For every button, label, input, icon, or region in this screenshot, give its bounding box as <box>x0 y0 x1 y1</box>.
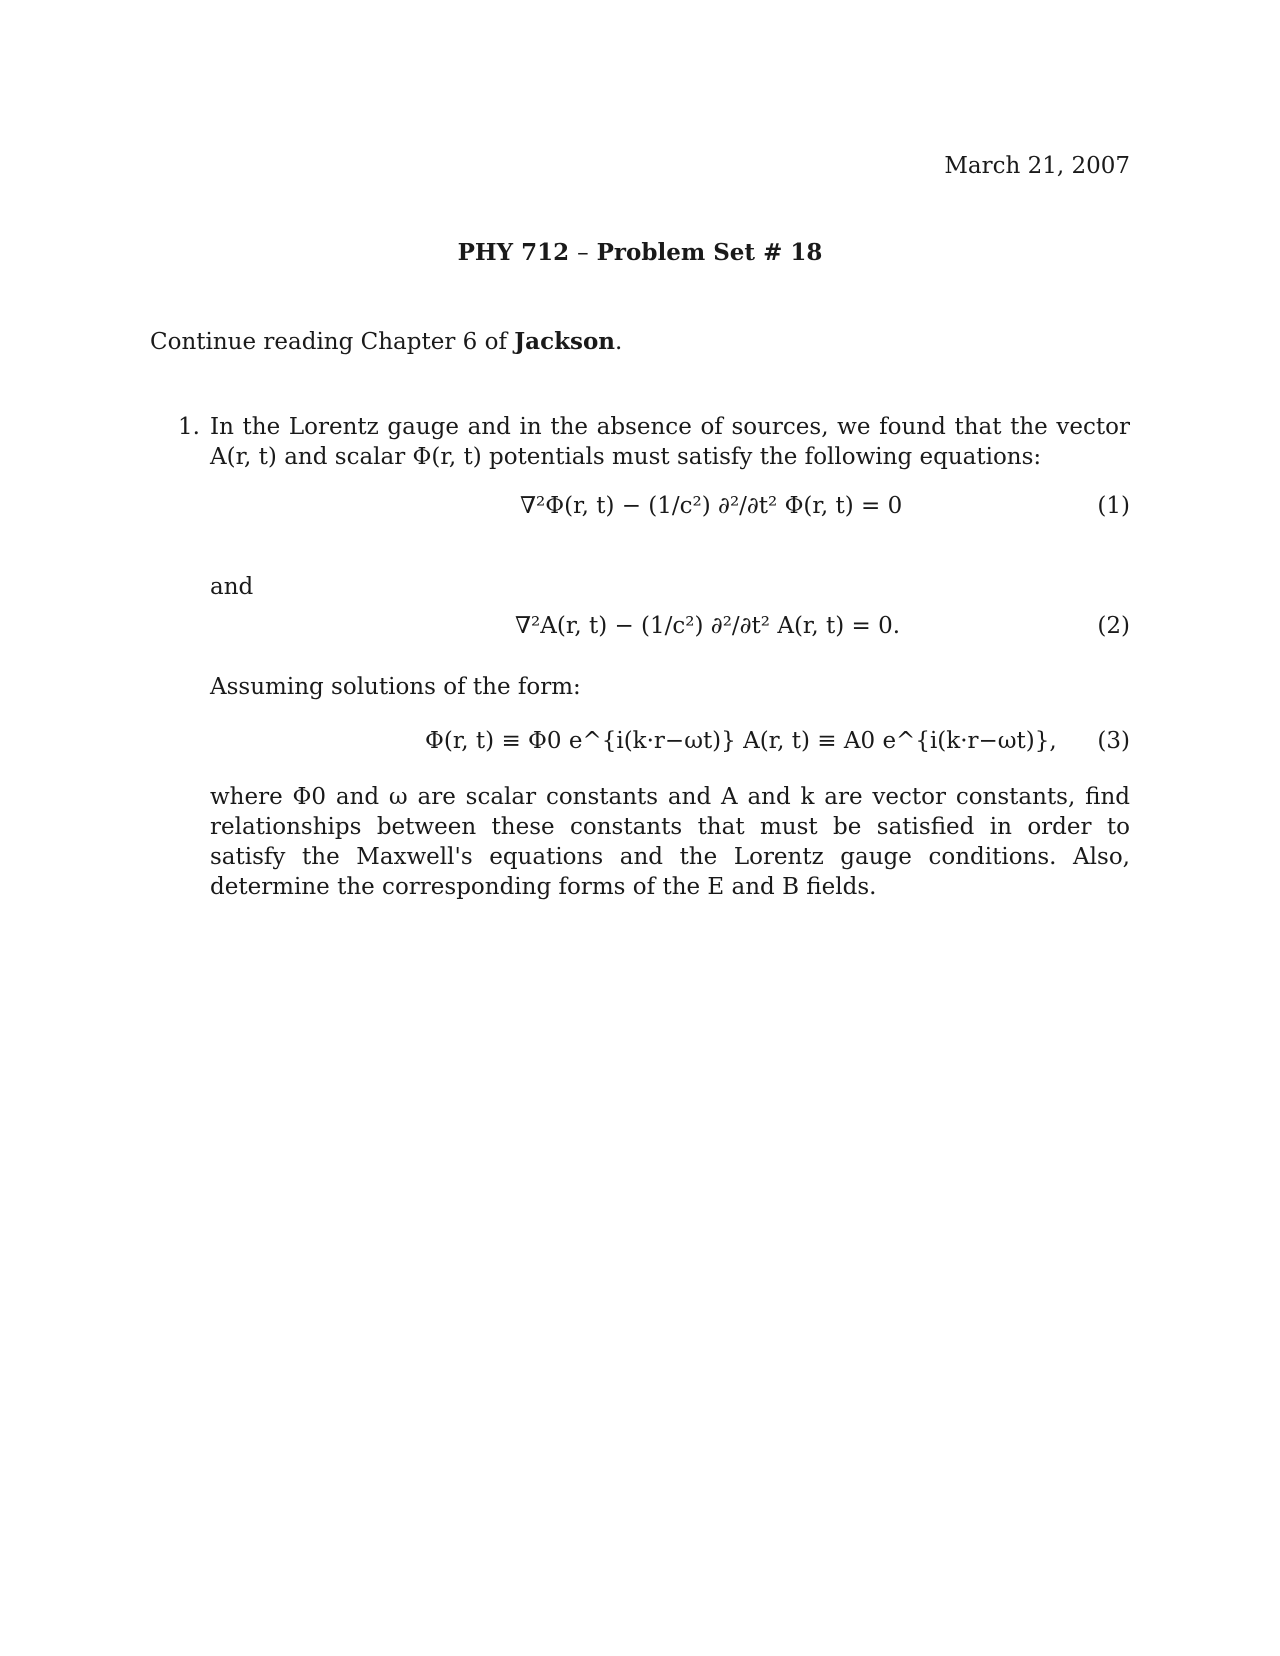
equation-3-body: Φ(r, t) ≡ Φ0 e^{i(k·r−ωt)} A(r, t) ≡ A0 e^{i(k·r−ωt)}, <box>425 728 1057 754</box>
page-title <box>0 238 1280 269</box>
reading-prefix: Continue reading Chapter 6 of <box>150 329 507 355</box>
assuming-text: Assuming solutions of the form: <box>210 674 581 700</box>
title-course: PHY 712 <box>457 239 570 266</box>
equation-3-number: (3) <box>1097 728 1130 754</box>
equation-1 <box>0 492 1280 562</box>
equation-3 <box>0 727 1280 767</box>
reading-suffix: . <box>615 329 623 355</box>
reading-assignment <box>150 327 622 358</box>
problem-number: 1. <box>178 414 200 440</box>
and-text: and <box>210 574 254 600</box>
equation-2-number: (2) <box>1097 613 1130 639</box>
equation-1-number: (1) <box>1097 493 1130 519</box>
document-date: March 21, 2007 <box>944 153 1130 179</box>
equation-1-body: ∇²Φ(r, t) − (1/c²) ∂²/∂t² Φ(r, t) = 0 <box>520 493 903 519</box>
title-separator: – <box>577 240 589 266</box>
reading-book: Jackson <box>514 328 616 355</box>
equation-2-body: ∇²A(r, t) − (1/c²) ∂²/∂t² A(r, t) = 0. <box>515 613 901 639</box>
problem-task: where Φ0 and ω are scalar constants and A and k are vector constants, find relationships between these constants that must be satisfied in order to satisfy the Maxwell's equations and the Lorentz gauge conditions. Also, determine the corresponding forms of the E and B fields. <box>210 784 1130 900</box>
title-rest: Problem Set # 18 <box>596 239 823 266</box>
problem-intro: In the Lorentz gauge and in the absence of sources, we found that the vector A(r, t) and scalar Φ(r, t) potentials must satisfy the following equations: <box>210 414 1130 470</box>
equation-2 <box>0 612 1280 682</box>
